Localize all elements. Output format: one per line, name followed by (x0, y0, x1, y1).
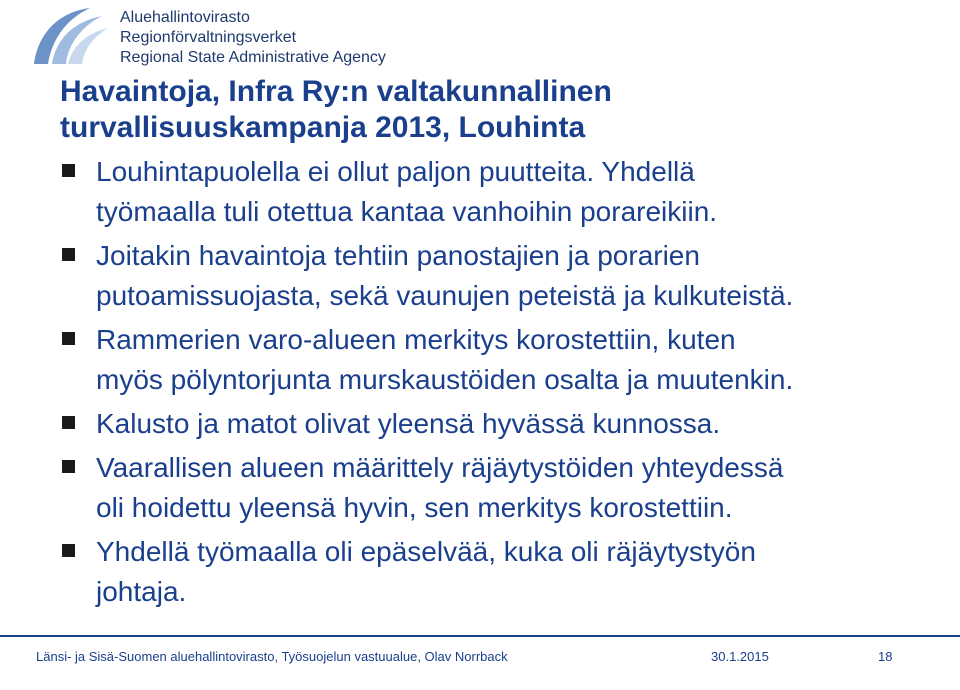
bullet-text-line: Rammerien varo-alueen merkitys korostettiin, kuten (96, 324, 736, 355)
bullet-item (60, 320, 940, 400)
bullet-text-line: oli hoidettu yleensä hyvin, sen merkitys korostettiin. (96, 492, 733, 523)
bullet-text-line: johtaja. (96, 576, 187, 607)
logo-line-fi: Aluehallintovirasto (120, 9, 250, 26)
bullet-item (60, 236, 940, 316)
square-bullet-icon (62, 416, 75, 429)
bullet-text-line: putoamissuojasta, sekä vaunujen peteistä ja kulkuteistä. (96, 280, 794, 311)
bullet-text-line: Yhdellä työmaalla oli epäselvää, kuka oli räjäytystyön (96, 536, 756, 567)
bullet-text-line: Vaarallisen alueen määrittely räjäytystöiden yhteydessä (96, 452, 784, 483)
bullet-item (60, 404, 940, 444)
agency-logo-text (120, 8, 386, 68)
bullet-item (60, 532, 940, 612)
bullet-text-line: Joitakin havaintoja tehtiin panostajien ja porarien (96, 240, 700, 271)
footer-organization: Länsi- ja Sisä-Suomen aluehallintovirasto, Työsuojelun vastuualue, Olav Norrback (36, 649, 508, 664)
bullet-item (60, 448, 940, 528)
agency-logo (28, 4, 388, 70)
slide-title-line: turvallisuuskampanja 2013, Louhinta (60, 111, 586, 144)
bullet-text-line: Kalusto ja matot olivat yleensä hyvässä kunnossa. (96, 408, 721, 439)
square-bullet-icon (62, 332, 75, 345)
square-bullet-icon (62, 248, 75, 261)
footer-date: 30.1.2015 (711, 649, 769, 664)
square-bullet-icon (62, 164, 75, 177)
bullet-item (60, 152, 940, 232)
square-bullet-icon (62, 460, 75, 473)
footer-page-number: 18 (878, 649, 893, 664)
bullet-list (60, 152, 940, 616)
agency-logo-mark-icon (28, 4, 110, 70)
logo-line-sv: Regionförvaltningsverket (120, 29, 297, 46)
slide-title (60, 74, 920, 146)
logo-line-en: Regional State Administrative Agency (120, 49, 386, 66)
square-bullet-icon (62, 544, 75, 557)
bullet-text-line: työmaalla tuli otettua kantaa vanhoihin porareikiin. (96, 196, 718, 227)
slide-footer (0, 635, 960, 690)
bullet-text-line: Louhintapuolella ei ollut paljon puutteita. Yhdellä (96, 156, 695, 187)
slide-title-line: Havaintoja, Infra Ry:n valtakunnallinen (60, 75, 612, 108)
bullet-text-line: myös pölyntorjunta murskaustöiden osalta ja muutenkin. (96, 364, 794, 395)
